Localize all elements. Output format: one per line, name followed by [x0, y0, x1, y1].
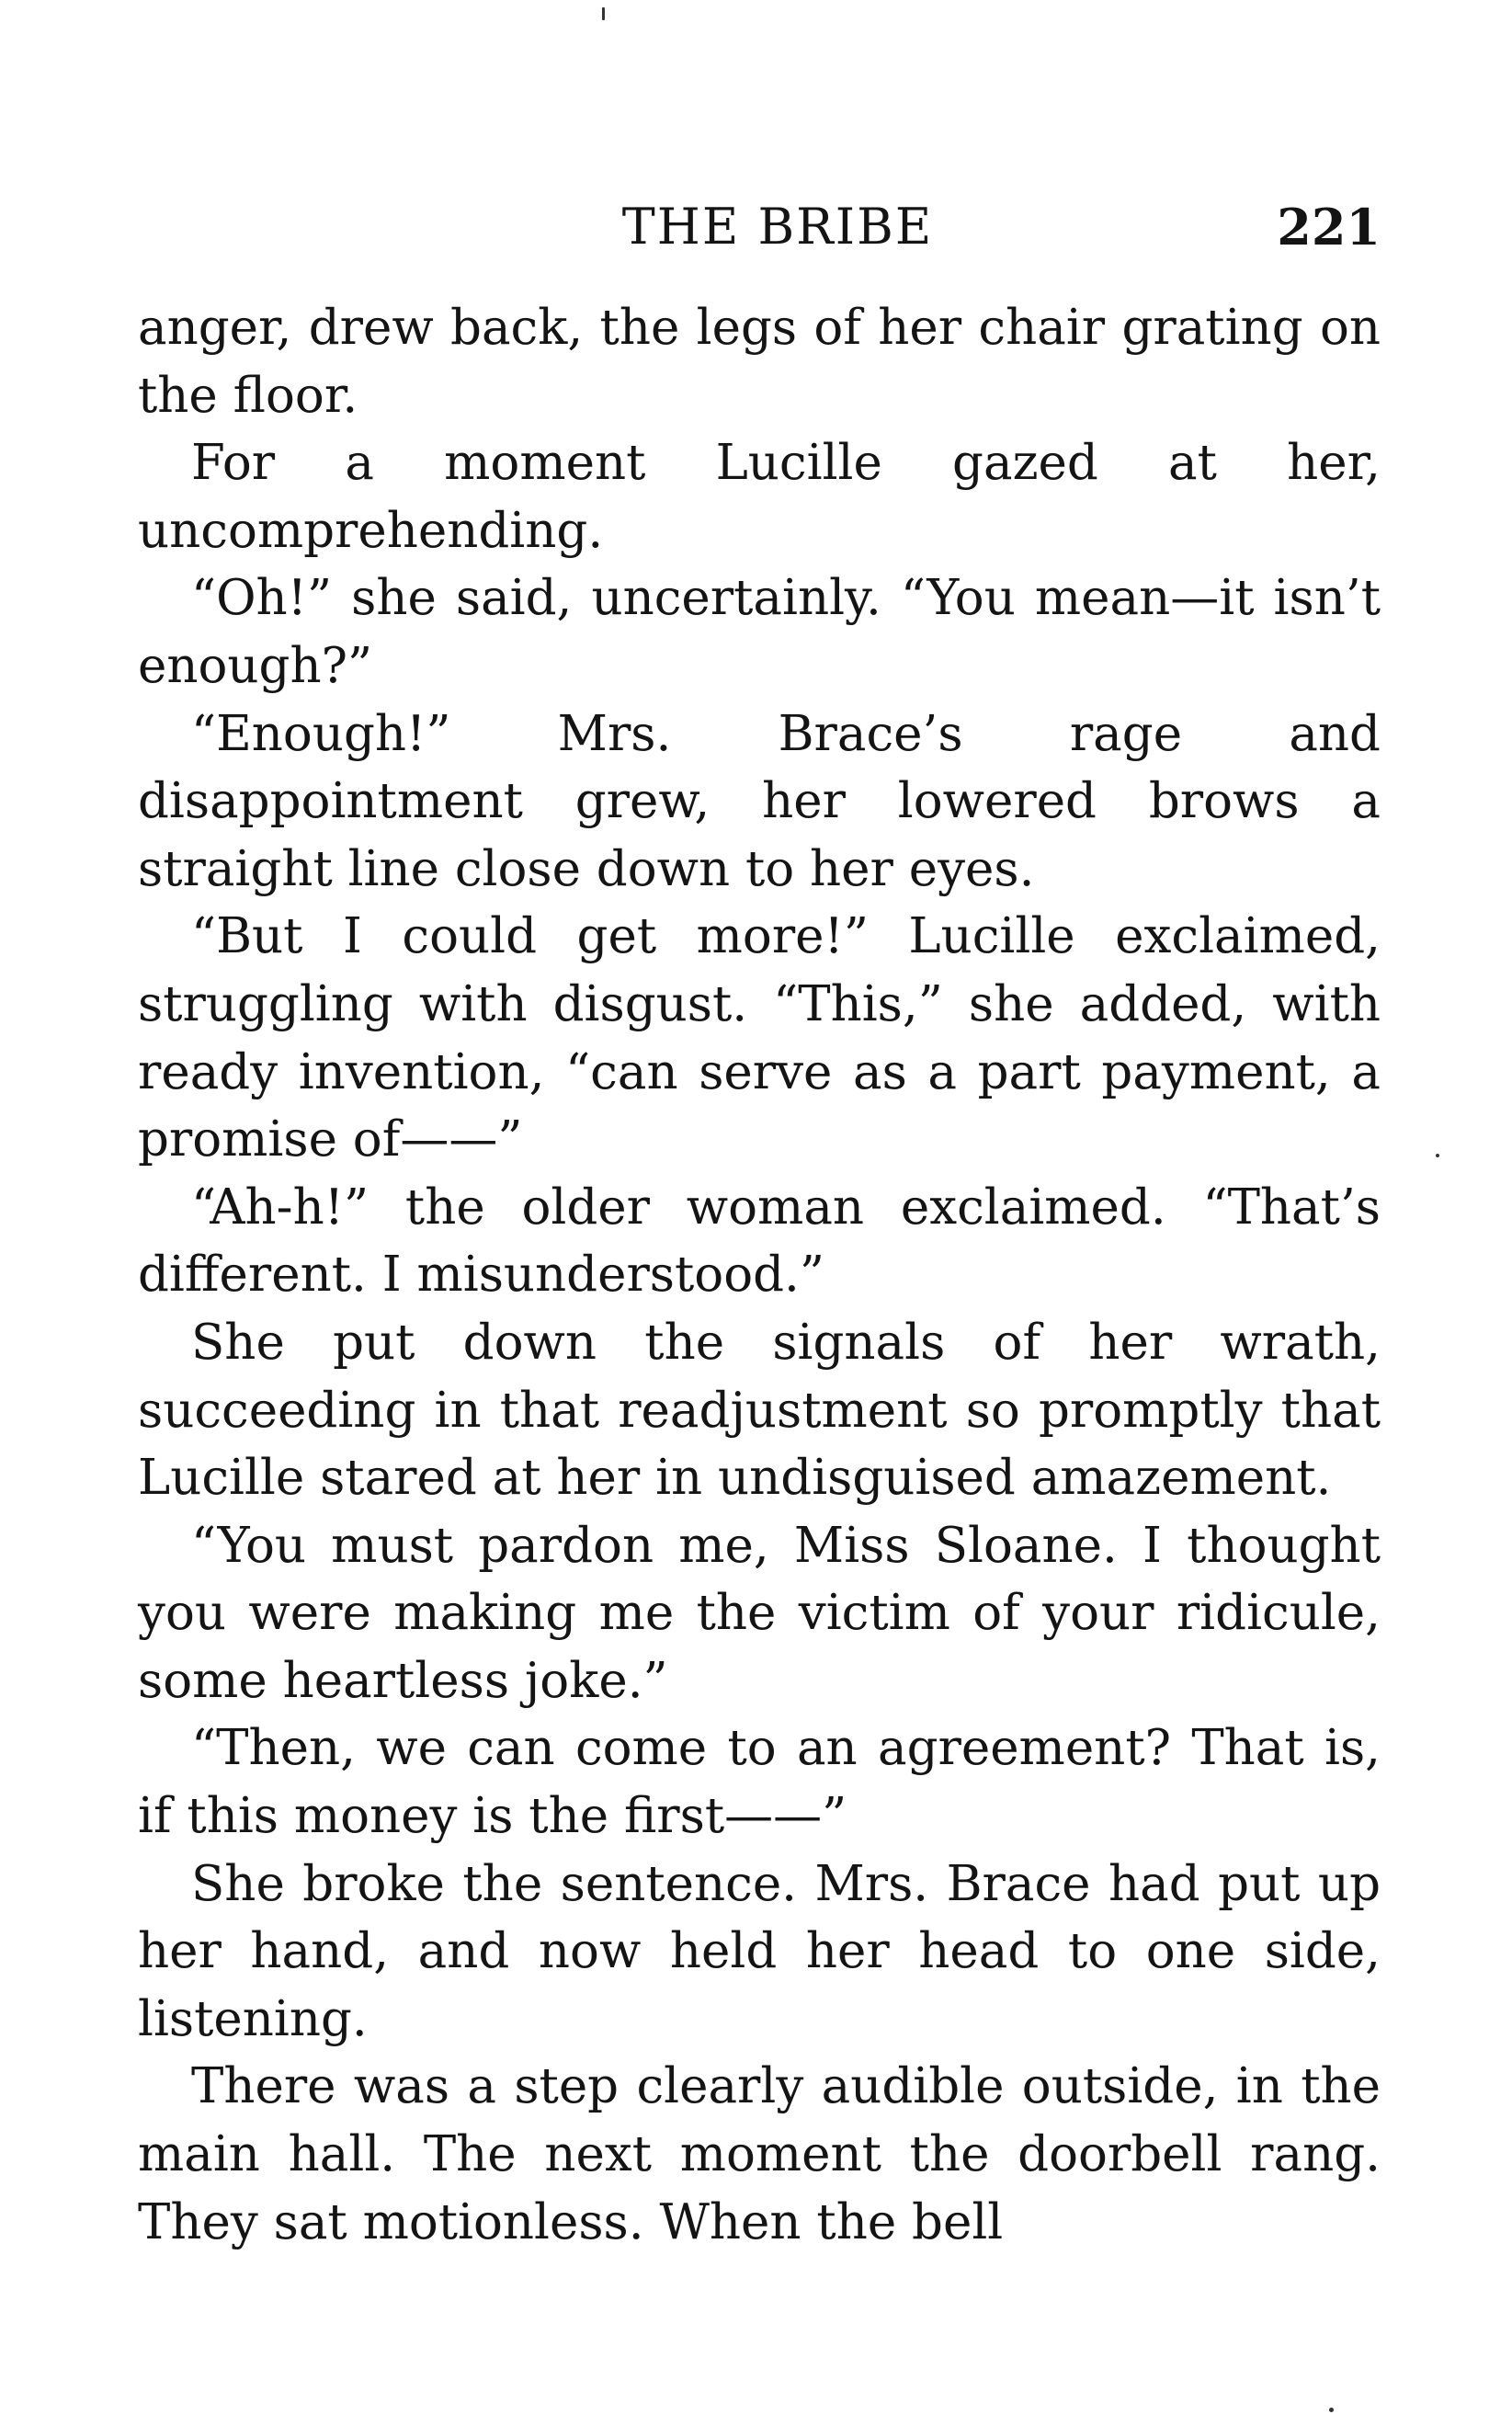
body-text [138, 294, 1381, 2256]
paragraph: She broke the sentence. Mrs. Brace had put up her hand, and now held her head to one side, listening. [138, 1855, 1381, 2047]
chapter-title: THE BRIBE [621, 198, 934, 256]
paragraph: anger, drew back, the legs of her chair grating on the floor. [138, 300, 1381, 424]
paragraph: “Oh!” she said, uncertainly. “You mean—it isn’t enough?” [138, 570, 1381, 694]
paragraph: “Enough!” Mrs. Brace’s rage and disappointment grew, her lowered brows a straight line close down to her eyes. [138, 705, 1381, 897]
paragraph: “But I could get more!” Lucille exclaimed, struggling with disgust. “This,” she added, with ready invention, “can serve as a part payment, a promise of——” [138, 908, 1381, 1168]
paragraph: She put down the signals of her wrath, succeeding in that readjustment so promptly that Lucille stared at her in undisguised amazement. [138, 1314, 1381, 1507]
page-number: 221 [1277, 198, 1381, 256]
paragraph: “Then, we can come to an agreement? That is, if this money is the first——” [138, 1720, 1381, 1845]
print-speck [602, 7, 605, 20]
print-speck [1329, 2408, 1334, 2412]
print-speck [1436, 1154, 1439, 1157]
paragraph: There was a step clearly audible outside, in the main hall. The next moment the doorbell rang. They sat motionless. When the bell [138, 2058, 1381, 2250]
paragraph: “Ah-h!” the older woman exclaimed. “That’s different. I misunderstood.” [138, 1179, 1381, 1304]
paragraph: “You must pardon me, Miss Sloane. I thought you were making me the victim of your ridicule, some heartless joke.” [138, 1517, 1381, 1709]
running-head [138, 190, 1381, 264]
paragraph: For a moment Lucille gazed at her, uncomprehending. [138, 435, 1381, 559]
